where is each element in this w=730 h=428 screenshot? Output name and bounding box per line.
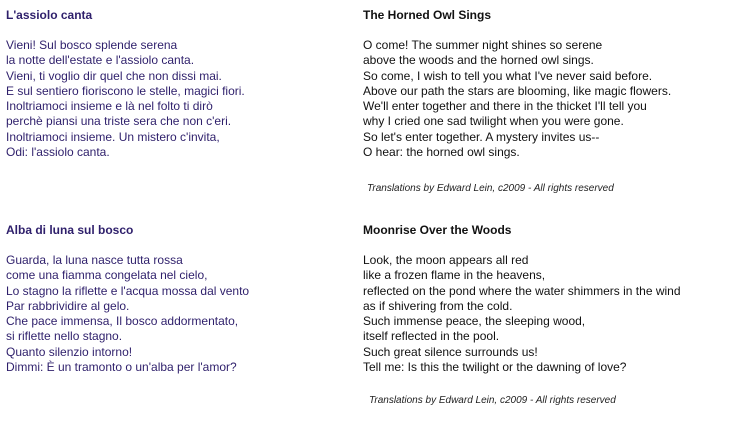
poem2-english-title: Moonrise Over the Woods	[363, 223, 512, 237]
poem-line: reflected on the pond where the water shimmers in the wind	[363, 283, 681, 298]
poem-line: la notte dell'estate e l'assiolo canta.	[6, 53, 195, 68]
poem-line: O come! The summer night shines so serene	[363, 38, 603, 52]
poem-line: as if shivering from the cold.	[363, 298, 513, 313]
poem-line: We'll enter together and there in the thicket I'll tell you	[363, 99, 647, 114]
poem-line: Such immense peace, the sleeping wood,	[363, 314, 586, 329]
poem-line: So let's enter together. A mystery invites us--	[363, 129, 600, 144]
poem-line: perchè piansi una triste sera che non c'eri.	[6, 114, 232, 129]
poem-line: Tell me: Is this the twilight or the dawning of love?	[363, 360, 627, 375]
poem-line: O hear: the horned owl sings.	[363, 145, 520, 160]
poem-line: Inoltriamoci insieme. Un mistero c'invita,	[6, 129, 220, 144]
poem2-italian-title: Alba di luna sul bosco	[6, 223, 134, 237]
poem-line: E sul sentiero fioriscono le stelle, magici fiori.	[6, 83, 245, 98]
poem-line: Dimmi: È un tramonto o un'alba per l'amor?	[6, 360, 237, 375]
poem-line: si riflette nello stagno.	[6, 329, 123, 344]
poem2-italian	[6, 223, 249, 375]
poem-line: Che pace immensa, Il bosco addormentato,	[6, 314, 239, 329]
poem-line: Such great silence surrounds us!	[363, 344, 538, 359]
poem1-italian	[6, 8, 245, 160]
poem-line: So come, I wish to tell you what I've never said before.	[363, 68, 653, 83]
poem-line: itself reflected in the pool.	[363, 329, 500, 344]
poem-line: Look, the moon appears all red	[363, 253, 529, 267]
poem1-translation-credit: Translations by Edward Lein, c2009 - All rights reserved	[367, 183, 614, 194]
poem-line: Above our path the stars are blooming, like magic flowers.	[363, 83, 672, 98]
poem-line: Inoltriamoci insieme e là nel folto ti dirò	[6, 99, 213, 114]
poem1-english-lines	[363, 38, 671, 160]
poem2-english	[363, 223, 681, 375]
poem1-english-title: The Horned Owl Sings	[363, 8, 492, 22]
poem-line: above the woods and the horned owl sings.	[363, 53, 594, 68]
poem-line: Lo stagno la riflette e l'acqua mossa dal vento	[6, 283, 250, 298]
poem1-english	[363, 8, 671, 160]
poem-line: why I cried one sad twilight when you were gone.	[363, 114, 624, 129]
poem-line: like a frozen flame in the heavens,	[363, 268, 546, 283]
poem-line: Vieni! Sul bosco splende serena	[6, 38, 178, 52]
poem-line: Vieni, ti voglio dir quel che non dissi mai.	[6, 68, 222, 83]
poem-line: Odi: l'assiolo canta.	[6, 145, 110, 160]
poem2-english-lines	[363, 253, 681, 375]
poem-line: Quanto silenzio intorno!	[6, 344, 133, 359]
poem-line: Par rabbrividire al gelo.	[6, 298, 130, 313]
poem2-translation-credit: Translations by Edward Lein, c2009 - All rights reserved	[369, 395, 616, 406]
poem1-italian-lines	[6, 38, 245, 160]
poem1-italian-title: L'assiolo canta	[6, 8, 93, 22]
poem-line: Guarda, la luna nasce tutta rossa	[6, 253, 183, 267]
poem-line: come una fiamma congelata nel cielo,	[6, 268, 208, 283]
poem2-italian-lines	[6, 253, 249, 375]
